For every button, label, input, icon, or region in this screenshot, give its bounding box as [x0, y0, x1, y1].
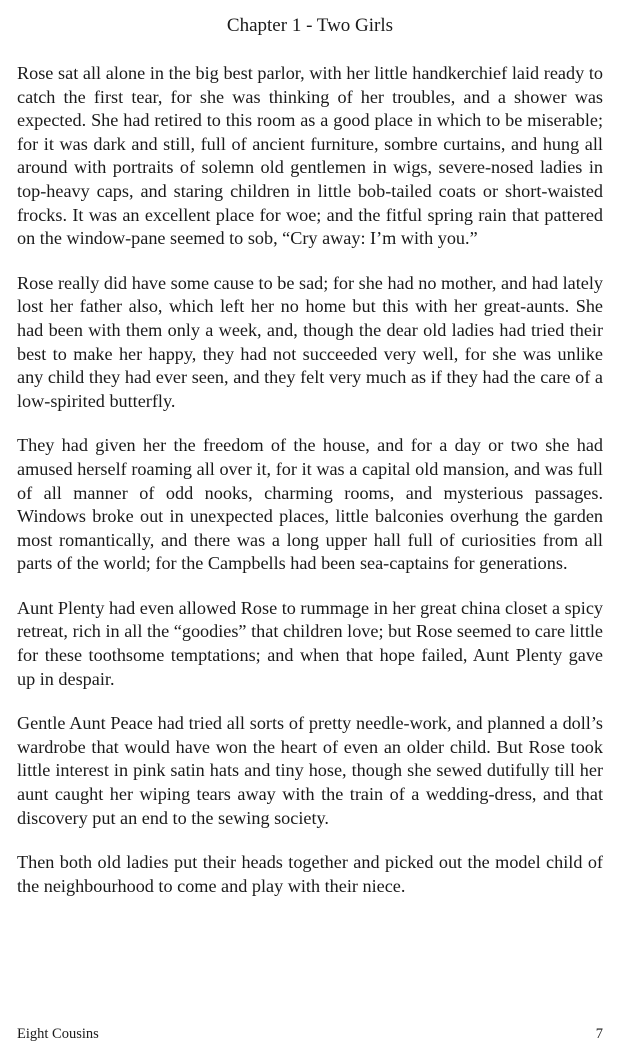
footer-book-title: Eight Cousins — [17, 1026, 99, 1042]
paragraph-1: Rose sat all alone in the big best parlor, with her little handkerchief laid ready to catch the first tear, for she was thinking of her troubles, and a shower was expected. She had retired to this room as a good place in which to be miserable; for it was dark and still, full of ancient furniture, sombre curtains, and hung all around with portraits of solemn old gentlemen in wigs, severe-nosed ladies in top-heavy caps, and staring children in little bob-tailed coats or short-waisted frocks. It was an excellent place for woe; and the fitful spring rain that pattered on the window-pane seemed to sob, “Cry away: I’m with you.” — [17, 63, 603, 249]
paragraph-6: Then both old ladies put their heads together and picked out the model child of the neighbourhood to come and play with their niece. — [17, 852, 603, 896]
paragraph-5: Gentle Aunt Peace had tried all sorts of pretty needle-work, and planned a doll’s wardrobe that would have won the heart of even an older child. But Rose took little interest in pink satin hats and tiny hose, though she sewed dutifully till her aunt caught her wiping tears away with the train of a wedding-dress, and that discovery put an end to the sewing society. — [17, 713, 603, 828]
paragraph-3: They had given her the freedom of the house, and for a day or two she had amused herself roaming all over it, for it was a capital old mansion, and was full of all manner of odd nooks, charming rooms, and mysterious passages. Windows broke out in unexpected places, little balconies overhung the garden most romantically, and there was a long upper hall full of curiosities from all parts of the world; for the Campbells had been sea-captains for generations. — [17, 435, 603, 574]
paragraph-2: Rose really did have some cause to be sad; for she had no mother, and had lately lost her father also, which left her no home but this with her great-aunts. She had been with them only a week, and, though the dear old ladies had tried their best to make her happy, they had not succeeded very well, for she was unlike any child they had ever seen, and they felt very much as if they had the care of a low-spirited butterfly. — [17, 272, 603, 411]
chapter-title: Chapter 1 - Two Girls — [226, 15, 394, 36]
paragraph-4: Aunt Plenty had even allowed Rose to rummage in her great china closet a spicy retreat, rich in all the “goodies” that children love; but Rose seemed to care little for these toothsome temptations; and when that hope failed, Aunt Plenty gave up in despair. — [17, 597, 603, 689]
chapter-body — [17, 62, 603, 919]
footer-page-number: 7 — [595, 1026, 603, 1042]
